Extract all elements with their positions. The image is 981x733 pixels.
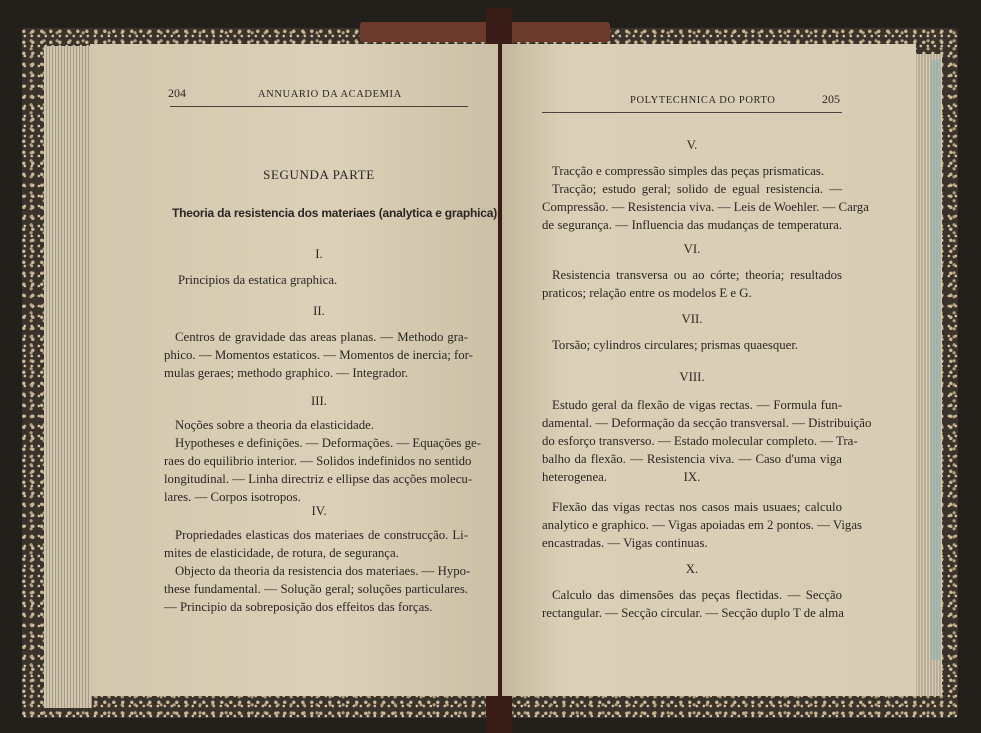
text-line: phico. — Momentos estaticos. — Momentos de inercia; for-: [164, 348, 473, 362]
subject-title: Theoria da resistencia dos materiaes (analytica e graphica): [172, 206, 498, 220]
section-numeral: IX.: [683, 470, 701, 484]
section-numeral: II.: [313, 304, 325, 318]
text-line: Flexão das vigas rectas nos casos mais usuaes; calculo: [552, 500, 842, 514]
text-line: raes do equilibrio interior. — Solidos indefinidos no sentido: [164, 454, 472, 468]
text-line: Tracção e compressão simples das peças prismaticas.: [552, 164, 825, 178]
text-line: Compressão. — Resistencia viva. — Leis de Woehler. — Carga: [542, 200, 869, 214]
text-line: de segurança. — Influencia das mudanças de temperatura.: [542, 218, 842, 232]
section-numeral: I.: [315, 247, 323, 261]
running-head: ANNUARIO DA ACADEMIA: [258, 89, 402, 100]
section-numeral: VII.: [681, 312, 703, 326]
page-number: 204: [168, 86, 186, 100]
text-line: balho da flexão. — Resistencia viva. — Caso d'uma viga: [542, 452, 842, 466]
text-line: these fundamental. — Solução geral; soluções particulares.: [164, 582, 468, 596]
section-numeral: VIII.: [679, 370, 705, 384]
text-line: Calculo das dimensões das peças flectidas. — Secção: [552, 588, 842, 602]
page-number: 205: [822, 92, 840, 106]
left-page-stack: [44, 46, 92, 708]
header-rule: [542, 112, 842, 113]
text-line: praticos; relação entre os modelos E e G.: [542, 286, 752, 300]
left-page: [90, 44, 498, 696]
text-line: Centros de gravidade das areas planas. — Methodo gra-: [175, 330, 468, 344]
header-rule: [170, 106, 468, 107]
text-line: analytico e graphico. — Vigas apoiadas em 2 pontos. — Vigas: [542, 518, 862, 532]
section-numeral: V.: [686, 138, 698, 152]
text-line: Hypotheses e definições. — Deformações. — Equações ge-: [175, 436, 481, 450]
text-line: Propriedades elasticas dos materiaes de construcção. Li-: [175, 528, 468, 542]
text-line: Resistencia transversa ou ao córte; theoria; resultados: [552, 268, 842, 282]
text-line: longitudinal. — Linha directriz e ellipse das acções molecu-: [164, 472, 473, 486]
text-line: mulas geraes; methodo graphico. — Integrador.: [164, 366, 409, 380]
text-line: heterogenea.: [542, 470, 608, 484]
text-line: rectangular. — Secção circular. — Secção duplo T de alma: [542, 606, 844, 620]
text-line: damental. — Deformação da secção transversal. — Distribuição: [542, 416, 872, 430]
right-page: [502, 44, 916, 696]
section-numeral: IV.: [311, 504, 327, 518]
text-line: Objecto da theoria da resistencia dos materiaes. — Hypo-: [175, 564, 471, 578]
text-line: — Principio da sobreposição dos effeitos das forças.: [164, 600, 433, 614]
text-line: mites de elasticidade, de rotura, de segurança.: [164, 546, 399, 560]
section-numeral: III.: [311, 394, 327, 408]
text-line: do esforço transverso. — Estado molecular completo. — Tra-: [542, 434, 858, 448]
section-numeral: VI.: [683, 242, 701, 256]
leather-spine-top: [360, 22, 610, 42]
text-line: Noções sobre a theoria da elasticidade.: [175, 418, 374, 432]
page-edge-tint: [931, 60, 939, 660]
text-line: lares. — Corpos isotropos.: [164, 490, 301, 504]
text-line: Principios da estatica graphica.: [178, 273, 338, 287]
text-line: Torsão; cylindros circulares; prismas quaesquer.: [552, 338, 799, 352]
section-numeral: X.: [685, 562, 699, 576]
text-line: Tracção; estudo geral; solido de egual resistencia. —: [552, 182, 842, 196]
part-title: SEGUNDA PARTE: [263, 167, 375, 182]
text-line: encastradas. — Vigas continuas.: [542, 536, 708, 550]
text-line: Estudo geral da flexão de vigas rectas. — Formula fun-: [552, 398, 842, 412]
running-head: POLYTECHNICA DO PORTO: [630, 95, 776, 106]
